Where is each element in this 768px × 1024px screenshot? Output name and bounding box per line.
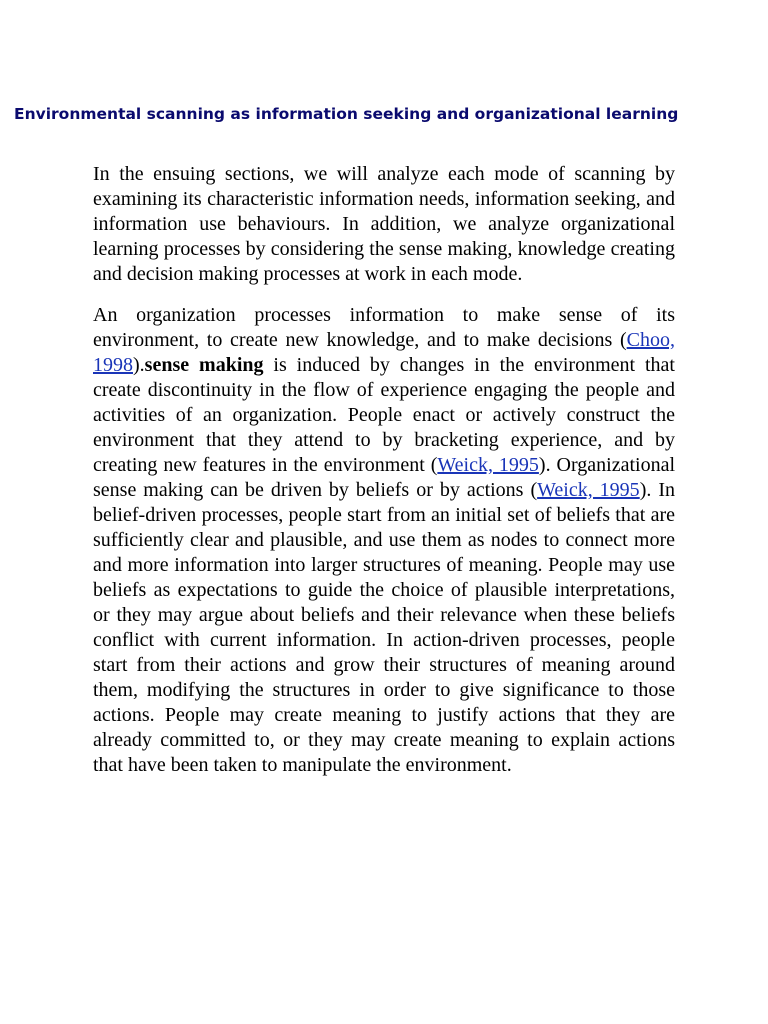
text-segment: is induced by changes in the environment that create discontinuity in the flow of experience engaging the people and activities of an organization. People enact or actively construct the environment that they attend to by bracketing experience, and by creating new features in the environment ( — [93, 354, 675, 476]
article-body — [93, 162, 675, 794]
text-segment: ). — [133, 354, 145, 376]
text-segment: ). In belief-driven processes, people start from an initial set of beliefs that are sufficiently clear and plausible, and use them as nodes to connect more and more information into larger structures of meaning. People may use beliefs as expectations to guide the choice of plausible interpretations, or they may argue about beliefs and their relevance when these beliefs conflict with current information. In action-driven processes, people start from their actions and grow their structures of meaning around them, modifying the structures in order to give significance to those actions. People may create meaning to justify actions that they are already committed to, or they may create meaning to explain actions that have been taken to manipulate the environment. — [93, 479, 675, 776]
citation-link-weick-1995-second[interactable]: Weick, 1995 — [537, 479, 640, 501]
citation-link-choo-1998[interactable]: Choo, 1998 — [93, 329, 675, 376]
text-segment: ). Organizational sense making can be driven by beliefs or by actions ( — [93, 454, 675, 501]
paragraph-sense-making — [93, 303, 675, 778]
paragraph-intro: In the ensuing sections, we will analyze each mode of scanning by examining its characteristic information needs, information seeking, and information use behaviours. In addition, we analyze organizational learning processes by considering the sense making, knowledge creating and decision making processes at work in each mode. — [93, 163, 675, 285]
text-segment: An organization processes information to make sense of its environment, to create new knowledge, and to make decisions ( — [93, 304, 675, 351]
section-heading: Environmental scanning as information seeking and organizational learning — [14, 105, 679, 123]
citation-link-weick-1995[interactable]: Weick, 1995 — [437, 454, 539, 476]
term-sense-making: sense making — [144, 354, 264, 376]
